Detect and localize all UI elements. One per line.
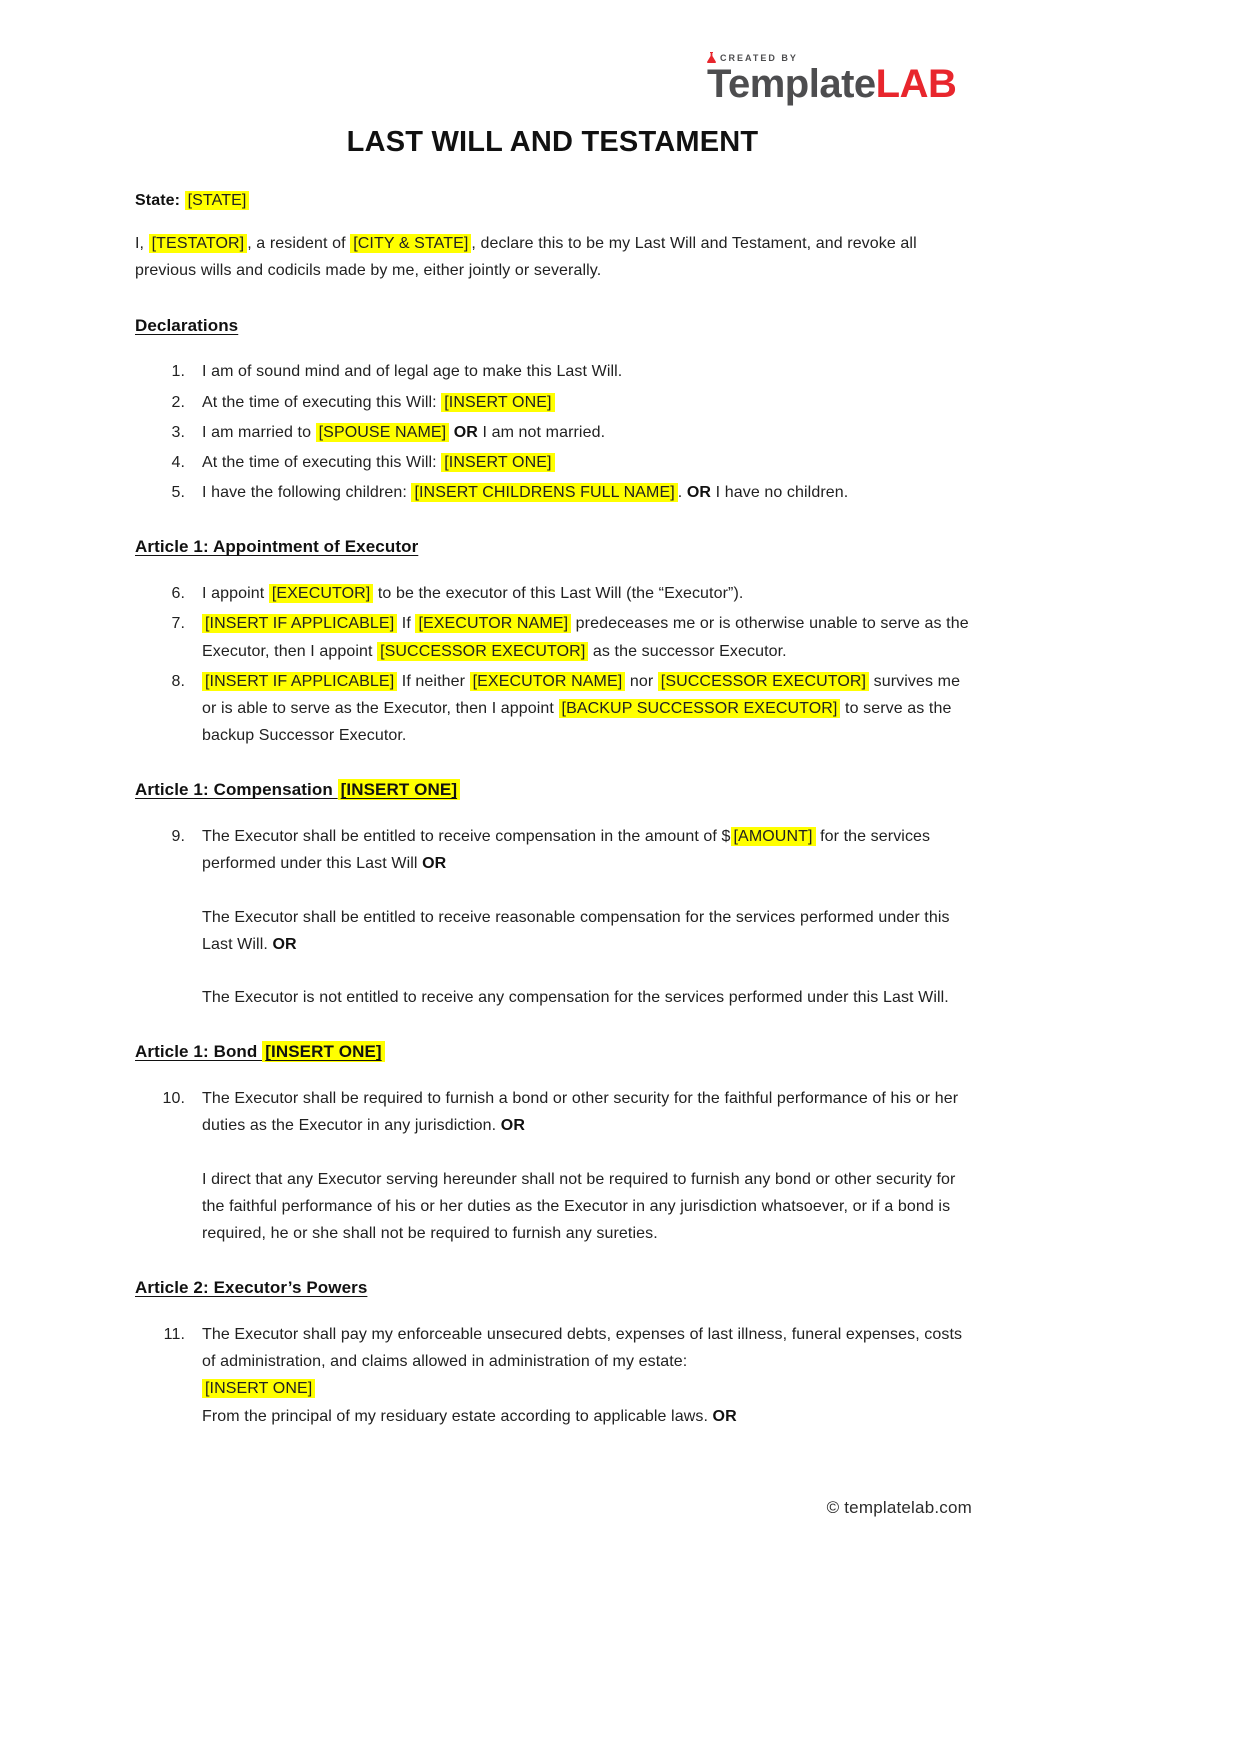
compensation-option-3: [202, 984, 970, 1011]
text-segment: , declare this to be my Last Will and Testament, and revoke all previous wills and codicils made by me, either jointly or severally.: [135, 235, 917, 280]
text-segment: nor: [625, 672, 658, 690]
highlighted-placeholder: [INSERT IF APPLICABLE]: [202, 672, 397, 691]
highlighted-placeholder: [BACKUP SUCCESSOR EXECUTOR]: [559, 699, 841, 718]
text-segment: Article 1: Compensation: [135, 780, 338, 800]
text-segment: Declarations: [135, 315, 239, 335]
text-segment: If: [397, 615, 416, 633]
list-item-text: [202, 419, 970, 446]
article1-executor-heading: [135, 533, 970, 562]
executor-item-6: [135, 580, 970, 607]
text-segment: The Executor is not entitled to receive any compensation for the services performed under this Last Will.: [202, 989, 949, 1007]
bond-option-2: [202, 1166, 970, 1248]
declaration-item-4: [135, 449, 970, 476]
list-item-text: [202, 389, 970, 416]
highlighted-placeholder: [CITY & STATE]: [350, 234, 471, 253]
text-segment: The Executor shall be entitled to receive reasonable compensation for the services performed under this Last Will.: [202, 908, 950, 953]
footer-copyright: © templatelab.com: [826, 1498, 972, 1517]
text-segment: I am of sound mind and of legal age to make this Last Will.: [202, 363, 623, 381]
compensation-option-2: [202, 904, 970, 958]
declaration-item-3: [135, 419, 970, 446]
list-item-text: [202, 823, 970, 877]
document-blocks: [135, 187, 970, 1430]
highlighted-placeholder: [SUCCESSOR EXECUTOR]: [658, 672, 869, 691]
highlighted-placeholder: [EXECUTOR]: [269, 584, 374, 603]
list-item-text: [202, 449, 970, 476]
text-segment: State:: [135, 192, 185, 209]
state-line: [135, 187, 970, 214]
highlighted-placeholder: [EXECUTOR NAME]: [470, 672, 626, 691]
text-segment: Article 1: Bond: [135, 1042, 263, 1062]
highlighted-placeholder: [INSERT ONE]: [262, 1041, 384, 1062]
text-segment: If neither: [397, 672, 470, 690]
list-number: 8.: [171, 672, 185, 690]
text-segment: I direct that any Executor serving hereunder shall not be required to furnish any bond or other security for the faithful performance of his or her duties as the Executor in any jurisdiction whatsoever, or if a bond is required, he or she shall not be required to furnish any sureties.: [202, 1170, 956, 1242]
article2-powers-heading: [135, 1274, 970, 1303]
text-segment: survives me or is able to serve as the Executor, then I appoint: [202, 672, 961, 718]
list-number: 10.: [162, 1090, 185, 1108]
text-segment: The Executor shall be entitled to receive compensation in the amount of $: [202, 828, 731, 846]
highlighted-placeholder: [STATE]: [185, 191, 250, 210]
list-item-text: [202, 610, 970, 664]
text-segment: predeceases me or is otherwise unable to serve as the Executor, then I appoint: [202, 615, 969, 660]
list-item-text: [202, 358, 970, 385]
text-segment: I have no children.: [711, 484, 849, 502]
brand-lab-text: LAB: [875, 62, 957, 106]
text-segment: OR: [422, 855, 447, 873]
text-segment: Article 2: Executor’s Powers: [135, 1278, 368, 1298]
text-segment: I am not married.: [477, 423, 606, 441]
highlighted-placeholder: [SUCCESSOR EXECUTOR]: [377, 642, 588, 661]
list-item-text: [202, 668, 970, 750]
highlighted-placeholder: [SPOUSE NAME]: [316, 423, 450, 442]
text-segment: as the successor Executor.: [588, 642, 787, 660]
list-item-text: [202, 1085, 970, 1139]
text-segment: to serve as the backup Successor Executor.: [202, 700, 952, 745]
text-segment: OR: [686, 484, 712, 502]
text-segment: Article 1: Appointment of Executor: [135, 537, 419, 557]
list-item-text: [202, 1321, 970, 1430]
bond-item-10: [135, 1085, 970, 1139]
highlighted-placeholder: [INSERT IF APPLICABLE]: [202, 614, 397, 633]
article1-bond-heading: [135, 1038, 970, 1067]
executor-item-8: [135, 668, 970, 750]
brand-name: [707, 64, 956, 104]
text-segment: .: [677, 484, 687, 502]
list-number: 11.: [163, 1325, 185, 1343]
highlighted-placeholder: [INSERT ONE]: [202, 1379, 315, 1398]
templatelab-logo: [707, 52, 975, 104]
text-segment: The Executor shall be required to furnish a bond or other security for the faithful performance of his or her duties as the Executor in any jurisdiction.: [202, 1090, 959, 1135]
text-segment: to be the executor of this Last Will (the “Executor”).: [373, 585, 744, 603]
intro-paragraph: [135, 230, 970, 284]
powers-item-11: [135, 1321, 970, 1430]
text-segment: I am married to: [202, 423, 316, 441]
text-segment: At the time of executing this Will:: [202, 454, 442, 472]
highlighted-placeholder: [INSERT CHILDRENS FULL NAME]: [411, 483, 677, 502]
list-number: 1.: [171, 363, 185, 381]
text-segment: OR: [453, 423, 478, 441]
text-segment: The Executor shall pay my enforceable unsecured debts, expenses of last illness, funeral expenses, costs of administration, and claims allowed in administration of my estate:: [202, 1325, 963, 1371]
highlighted-placeholder: [TESTATOR]: [149, 234, 248, 253]
list-item-text: [202, 479, 970, 506]
list-number: 4.: [171, 454, 185, 472]
list-item-text: [202, 580, 970, 607]
list-number: 7.: [171, 615, 185, 633]
text-segment: I appoint: [202, 585, 269, 603]
highlighted-placeholder: [INSERT ONE]: [441, 453, 554, 472]
highlighted-placeholder: [AMOUNT]: [731, 827, 816, 846]
text-segment: OR: [272, 935, 297, 953]
text-segment: OR: [712, 1407, 737, 1425]
article1-compensation-heading: [135, 776, 970, 805]
declaration-item-5: [135, 479, 970, 506]
highlighted-placeholder: [INSERT ONE]: [338, 779, 460, 800]
text-segment: From the principal of my residuary estate according to applicable laws.: [202, 1407, 713, 1425]
list-number: 6.: [171, 585, 185, 603]
page-title: LAST WILL AND TESTAMENT: [346, 126, 759, 158]
text-segment: for the services performed under this Last Will: [202, 828, 931, 873]
declaration-item-1: [135, 358, 970, 385]
list-number: 9.: [171, 828, 185, 846]
list-number: 3.: [171, 423, 185, 441]
declarations-heading: [135, 312, 970, 341]
declaration-item-2: [135, 389, 970, 416]
highlighted-placeholder: [INSERT ONE]: [441, 393, 554, 412]
text-segment: , a resident of: [247, 235, 351, 253]
text-segment: I,: [135, 235, 149, 253]
list-number: 5.: [171, 484, 185, 502]
created-by-text: CREATED BY: [720, 52, 798, 63]
text-segment: I have the following children:: [202, 484, 412, 502]
compensation-item-9: [135, 823, 970, 877]
executor-item-7: [135, 610, 970, 664]
list-number: 2.: [171, 393, 185, 411]
text-segment: OR: [500, 1117, 525, 1135]
text-segment: At the time of executing this Will:: [202, 393, 442, 411]
highlighted-placeholder: [EXECUTOR NAME]: [415, 614, 571, 633]
brand-template-text: Template: [707, 62, 876, 106]
